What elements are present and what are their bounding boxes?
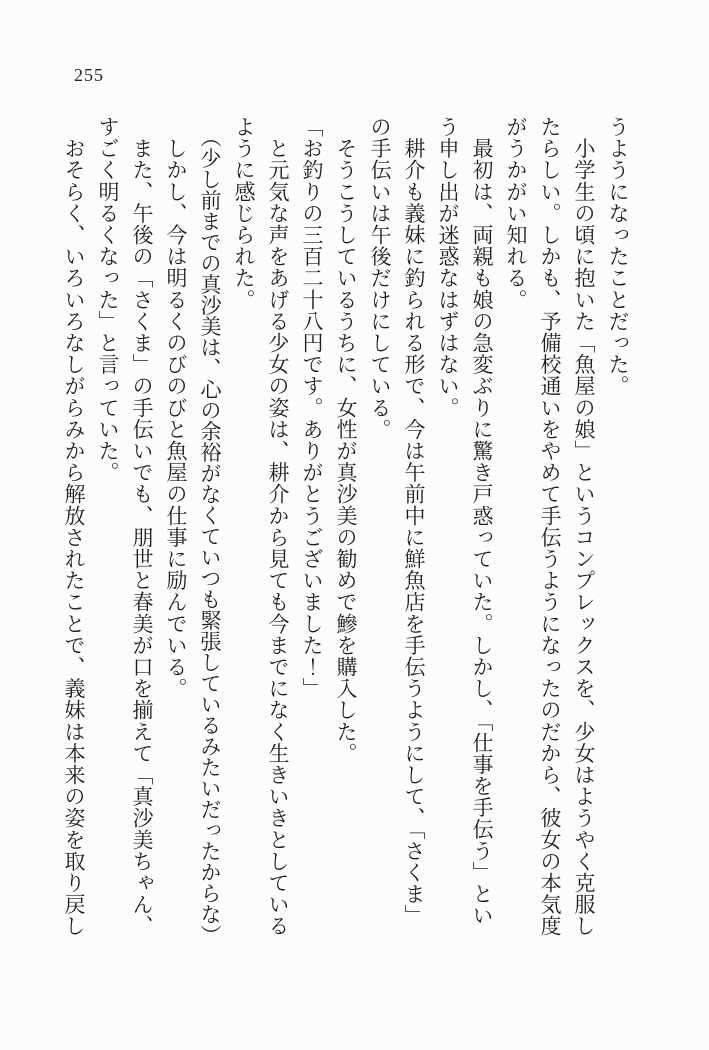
- text-line-12: ように感じられた。: [232, 116, 256, 311]
- text-line-5: 最初は、両親も娘の急変ぶりに驚き戸惑っていた。しかし、「仕事を手伝う」とい: [470, 116, 494, 927]
- text-line-14: しかし、今は明るくのびのびと魚屋の仕事に励んでいる。: [164, 116, 188, 700]
- vertical-text-block: [55, 116, 635, 966]
- text-line-1: うようになったことだった。: [606, 116, 630, 397]
- text-line-6: う申し出が迷惑なはずはない。: [436, 116, 460, 419]
- text-line-16: すごく明るくなった」と言っていた。: [96, 116, 120, 484]
- text-line-15: また、午後の「さくま」の手伝いでも、朋世と春美が口を揃えて「真沙美ちゃん、: [130, 116, 154, 937]
- text-line-17: おそらく、いろいろなしがらみから解放されたことで、義妹は本来の姿を取り戻し: [62, 116, 86, 937]
- text-line-13: （少し前までの真沙美は、心の余裕がなくていつも緊張しているみたいだったからな）: [198, 116, 222, 946]
- text-line-8: の手伝いは午後だけにしている。: [368, 116, 392, 440]
- page-number: 255: [74, 65, 104, 85]
- text-line-9: そうこうしているうちに、女性が真沙美の勧めで鰺を購入した。: [334, 116, 358, 764]
- text-line-3: たらしい。しかも、予備校通いをやめて手伝うようになったのだから、彼女の本気度: [538, 116, 562, 937]
- text-line-4: がうかがい知れる。: [504, 116, 528, 311]
- text-line-2: 小学生の頃に抱いた「魚屋の娘」というコンプレックスを、少女はようやく克服し: [572, 116, 596, 937]
- text-line-7: 耕介も義妹に釣られる形で、今は午前中に鮮魚店を手伝うようにして、「さくま」: [402, 116, 426, 927]
- text-line-11: と元気な声をあげる少女の姿は、耕介から見ても今までになく生きいきとしている: [266, 116, 290, 937]
- text-line-10: 「お釣りの三百二十八円です。ありがとうございました！」: [300, 116, 324, 700]
